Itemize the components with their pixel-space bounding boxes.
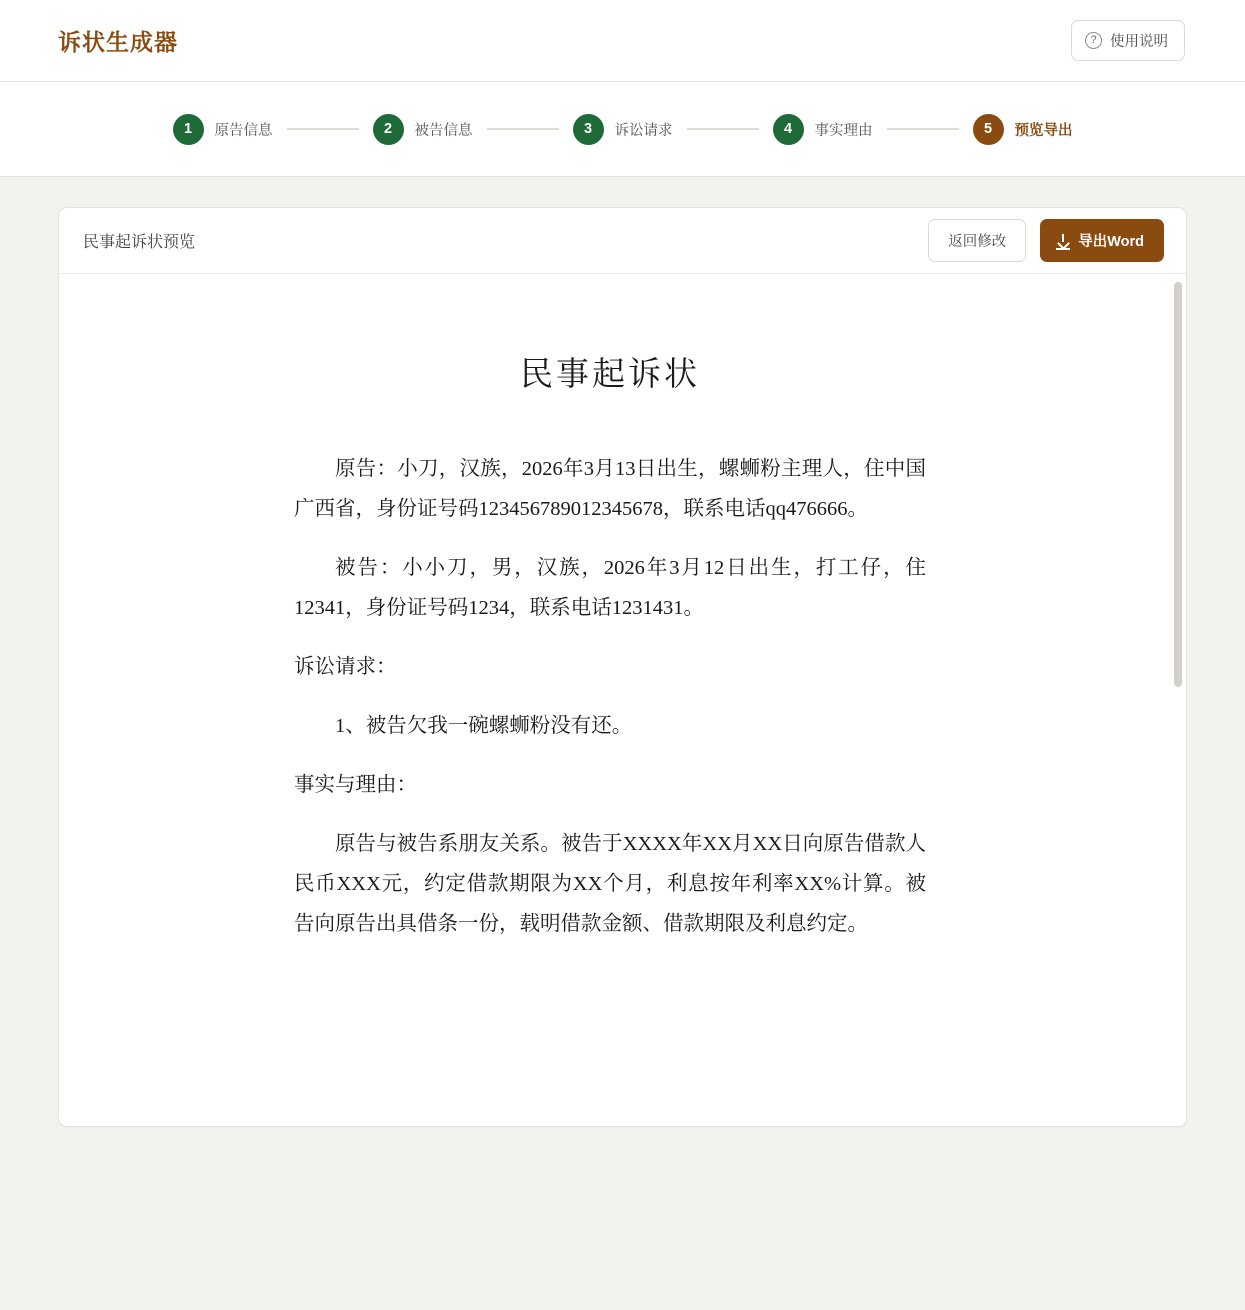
step-2-label: 被告信息 bbox=[414, 122, 473, 139]
preview-card-header bbox=[59, 208, 1186, 274]
heading-facts-reasons: 事实与理由： bbox=[294, 774, 417, 796]
step-5-label: 预览导出 bbox=[1014, 122, 1073, 139]
document-scrollbar-thumb[interactable] bbox=[1174, 282, 1182, 687]
step-1-plaintiff-info[interactable] bbox=[173, 114, 273, 145]
step-1-label: 原告信息 bbox=[214, 122, 273, 139]
stepper bbox=[173, 114, 1073, 145]
step-separator bbox=[887, 128, 959, 130]
stepper-bar bbox=[0, 82, 1245, 177]
paragraph-plaintiff: 原告：小刀，汉族，2026年3月13日出生，螺蛳粉主理人，住中国广西省，身份证号码123456789012345678，联系电话qq476666。 bbox=[294, 458, 926, 520]
help-button[interactable] bbox=[1071, 20, 1185, 61]
step-2-number: 2 bbox=[373, 114, 404, 145]
document-page bbox=[59, 274, 1186, 1003]
step-5-number: 5 bbox=[973, 114, 1004, 145]
document-scroll-area[interactable] bbox=[59, 274, 1186, 1126]
document-scrollbar[interactable] bbox=[1174, 274, 1182, 1126]
app-header bbox=[0, 0, 1245, 82]
step-3-claims[interactable] bbox=[573, 114, 673, 145]
question-circle-icon: ? bbox=[1085, 32, 1102, 49]
step-separator bbox=[487, 128, 559, 130]
export-word-button[interactable] bbox=[1040, 219, 1164, 262]
help-button-label: 使用说明 bbox=[1110, 34, 1168, 50]
back-to-edit-button[interactable]: 返回修改 bbox=[928, 219, 1026, 262]
step-separator bbox=[287, 128, 359, 130]
step-1-number: 1 bbox=[173, 114, 204, 145]
preview-title: 民事起诉状预览 bbox=[83, 234, 196, 251]
preview-card bbox=[58, 207, 1187, 1127]
step-4-label: 事实理由 bbox=[814, 122, 873, 139]
main-content bbox=[0, 177, 1245, 1127]
step-3-number: 3 bbox=[573, 114, 604, 145]
download-icon bbox=[1056, 234, 1070, 248]
document-title: 民事起诉状 bbox=[520, 357, 700, 393]
app-title: 诉状生成器 bbox=[58, 29, 178, 55]
step-4-number: 4 bbox=[773, 114, 804, 145]
paragraph-facts-reasons: 原告与被告系朋友关系。被告于XXXX年XX月XX日向原告借款人民币XXX元，约定借款期限为XX个月，利息按年利率XX%计算。被告向原告出具借条一份，载明借款金额、借款期限及利息约定。 bbox=[294, 833, 926, 935]
complaint-document bbox=[294, 348, 926, 944]
claim-item-1: 1、被告欠我一碗螺蛳粉没有还。 bbox=[335, 715, 633, 737]
paragraph-defendant: 被告：小小刀，男，汉族，2026年3月12日出生，打工仔，住12341，身份证号码1234，联系电话1231431。 bbox=[294, 557, 926, 619]
step-4-facts-reasons[interactable] bbox=[773, 114, 873, 145]
export-word-label: 导出Word bbox=[1078, 234, 1144, 250]
step-5-preview-export[interactable] bbox=[973, 114, 1073, 145]
step-2-defendant-info[interactable] bbox=[373, 114, 473, 145]
heading-claims: 诉讼请求： bbox=[294, 656, 397, 678]
step-3-label: 诉讼请求 bbox=[614, 122, 673, 139]
step-separator bbox=[687, 128, 759, 130]
preview-actions bbox=[928, 219, 1164, 262]
